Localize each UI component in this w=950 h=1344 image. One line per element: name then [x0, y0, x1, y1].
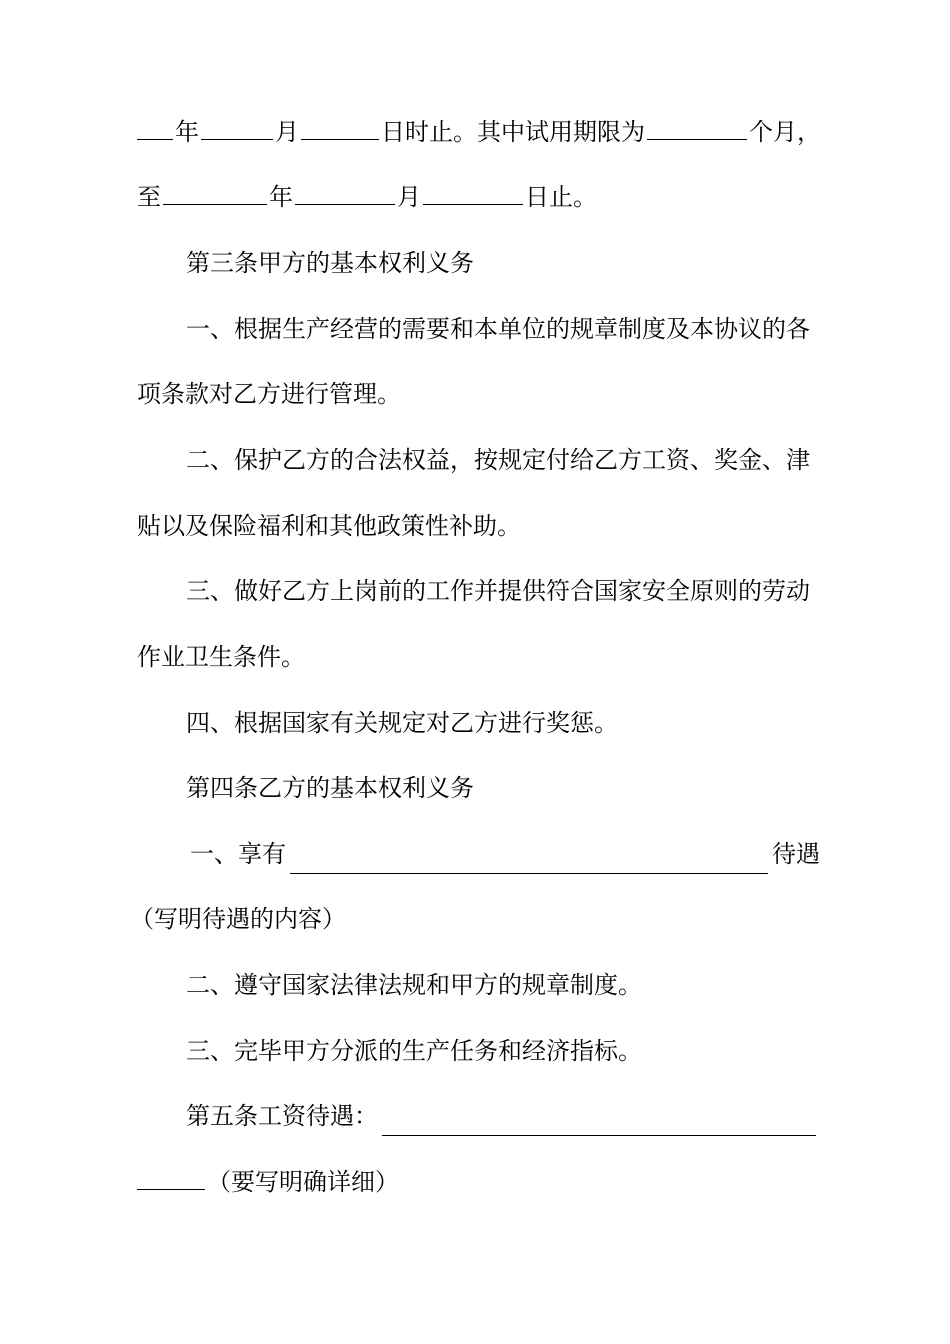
article5-title: 第五条工资待遇：: [186, 1102, 378, 1130]
article5-note: （要写明确详细）: [207, 1168, 399, 1196]
article3-item1-line2: 项条款对乙方进行管理。: [137, 380, 401, 408]
article3-title: 第三条甲方的基本权利义务: [186, 249, 474, 277]
to-label: 至: [137, 183, 161, 211]
article3-item4: 四、根据国家有关规定对乙方进行奖惩。: [186, 709, 618, 737]
month-blank: [201, 113, 273, 140]
article5-note-line: [137, 1162, 820, 1202]
article3-item3-line2: 作业卫生条件。: [137, 643, 305, 671]
month-label: 月: [275, 118, 299, 146]
article4-item1-note: （写明待遇的内容）: [130, 905, 346, 933]
end-year-label: 年: [269, 183, 293, 211]
article4-item3: 三、完毕甲方分派的生产任务和经济指标。: [186, 1037, 642, 1065]
benefit-blank: [290, 847, 768, 874]
benefit-suffix: 待遇: [772, 840, 820, 868]
end-day-blank: [423, 178, 523, 205]
term-dates-line: [137, 112, 820, 152]
article5-title-line: [186, 1096, 820, 1136]
benefit-prefix: 一、享有: [190, 840, 286, 868]
day-blank: [301, 113, 379, 140]
end-year-blank: [163, 178, 267, 205]
article4-item1-line: [190, 834, 820, 874]
end-month-blank: [295, 178, 395, 205]
probation-text: 日时止。其中试用期限为: [381, 118, 645, 146]
salary-blank-2: [137, 1163, 205, 1190]
probation-end-line: [137, 177, 820, 217]
probation-months-blank: [647, 113, 747, 140]
months-label: 个月，: [749, 118, 821, 146]
article3-item2-line1: 二、保护乙方的合法权益，按规定付给乙方工资、奖金、津: [186, 446, 810, 474]
end-month-label: 月: [397, 183, 421, 211]
end-day-label: 日止。: [525, 183, 597, 211]
article3-item1-line1: 一、根据生产经营的需要和本单位的规章制度及本协议的各: [186, 315, 810, 343]
year-blank: [137, 113, 173, 140]
article4-title: 第四条乙方的基本权利义务: [186, 774, 474, 802]
article3-item3-line1: 三、做好乙方上岗前的工作并提供符合国家安全原则的劳动: [186, 577, 810, 605]
article4-item2: 二、遵守国家法律法规和甲方的规章制度。: [186, 971, 642, 999]
salary-blank: [382, 1109, 816, 1136]
year-label: 年: [175, 118, 199, 146]
article3-item2-line2: 贴以及保险福利和其他政策性补助。: [137, 512, 521, 540]
